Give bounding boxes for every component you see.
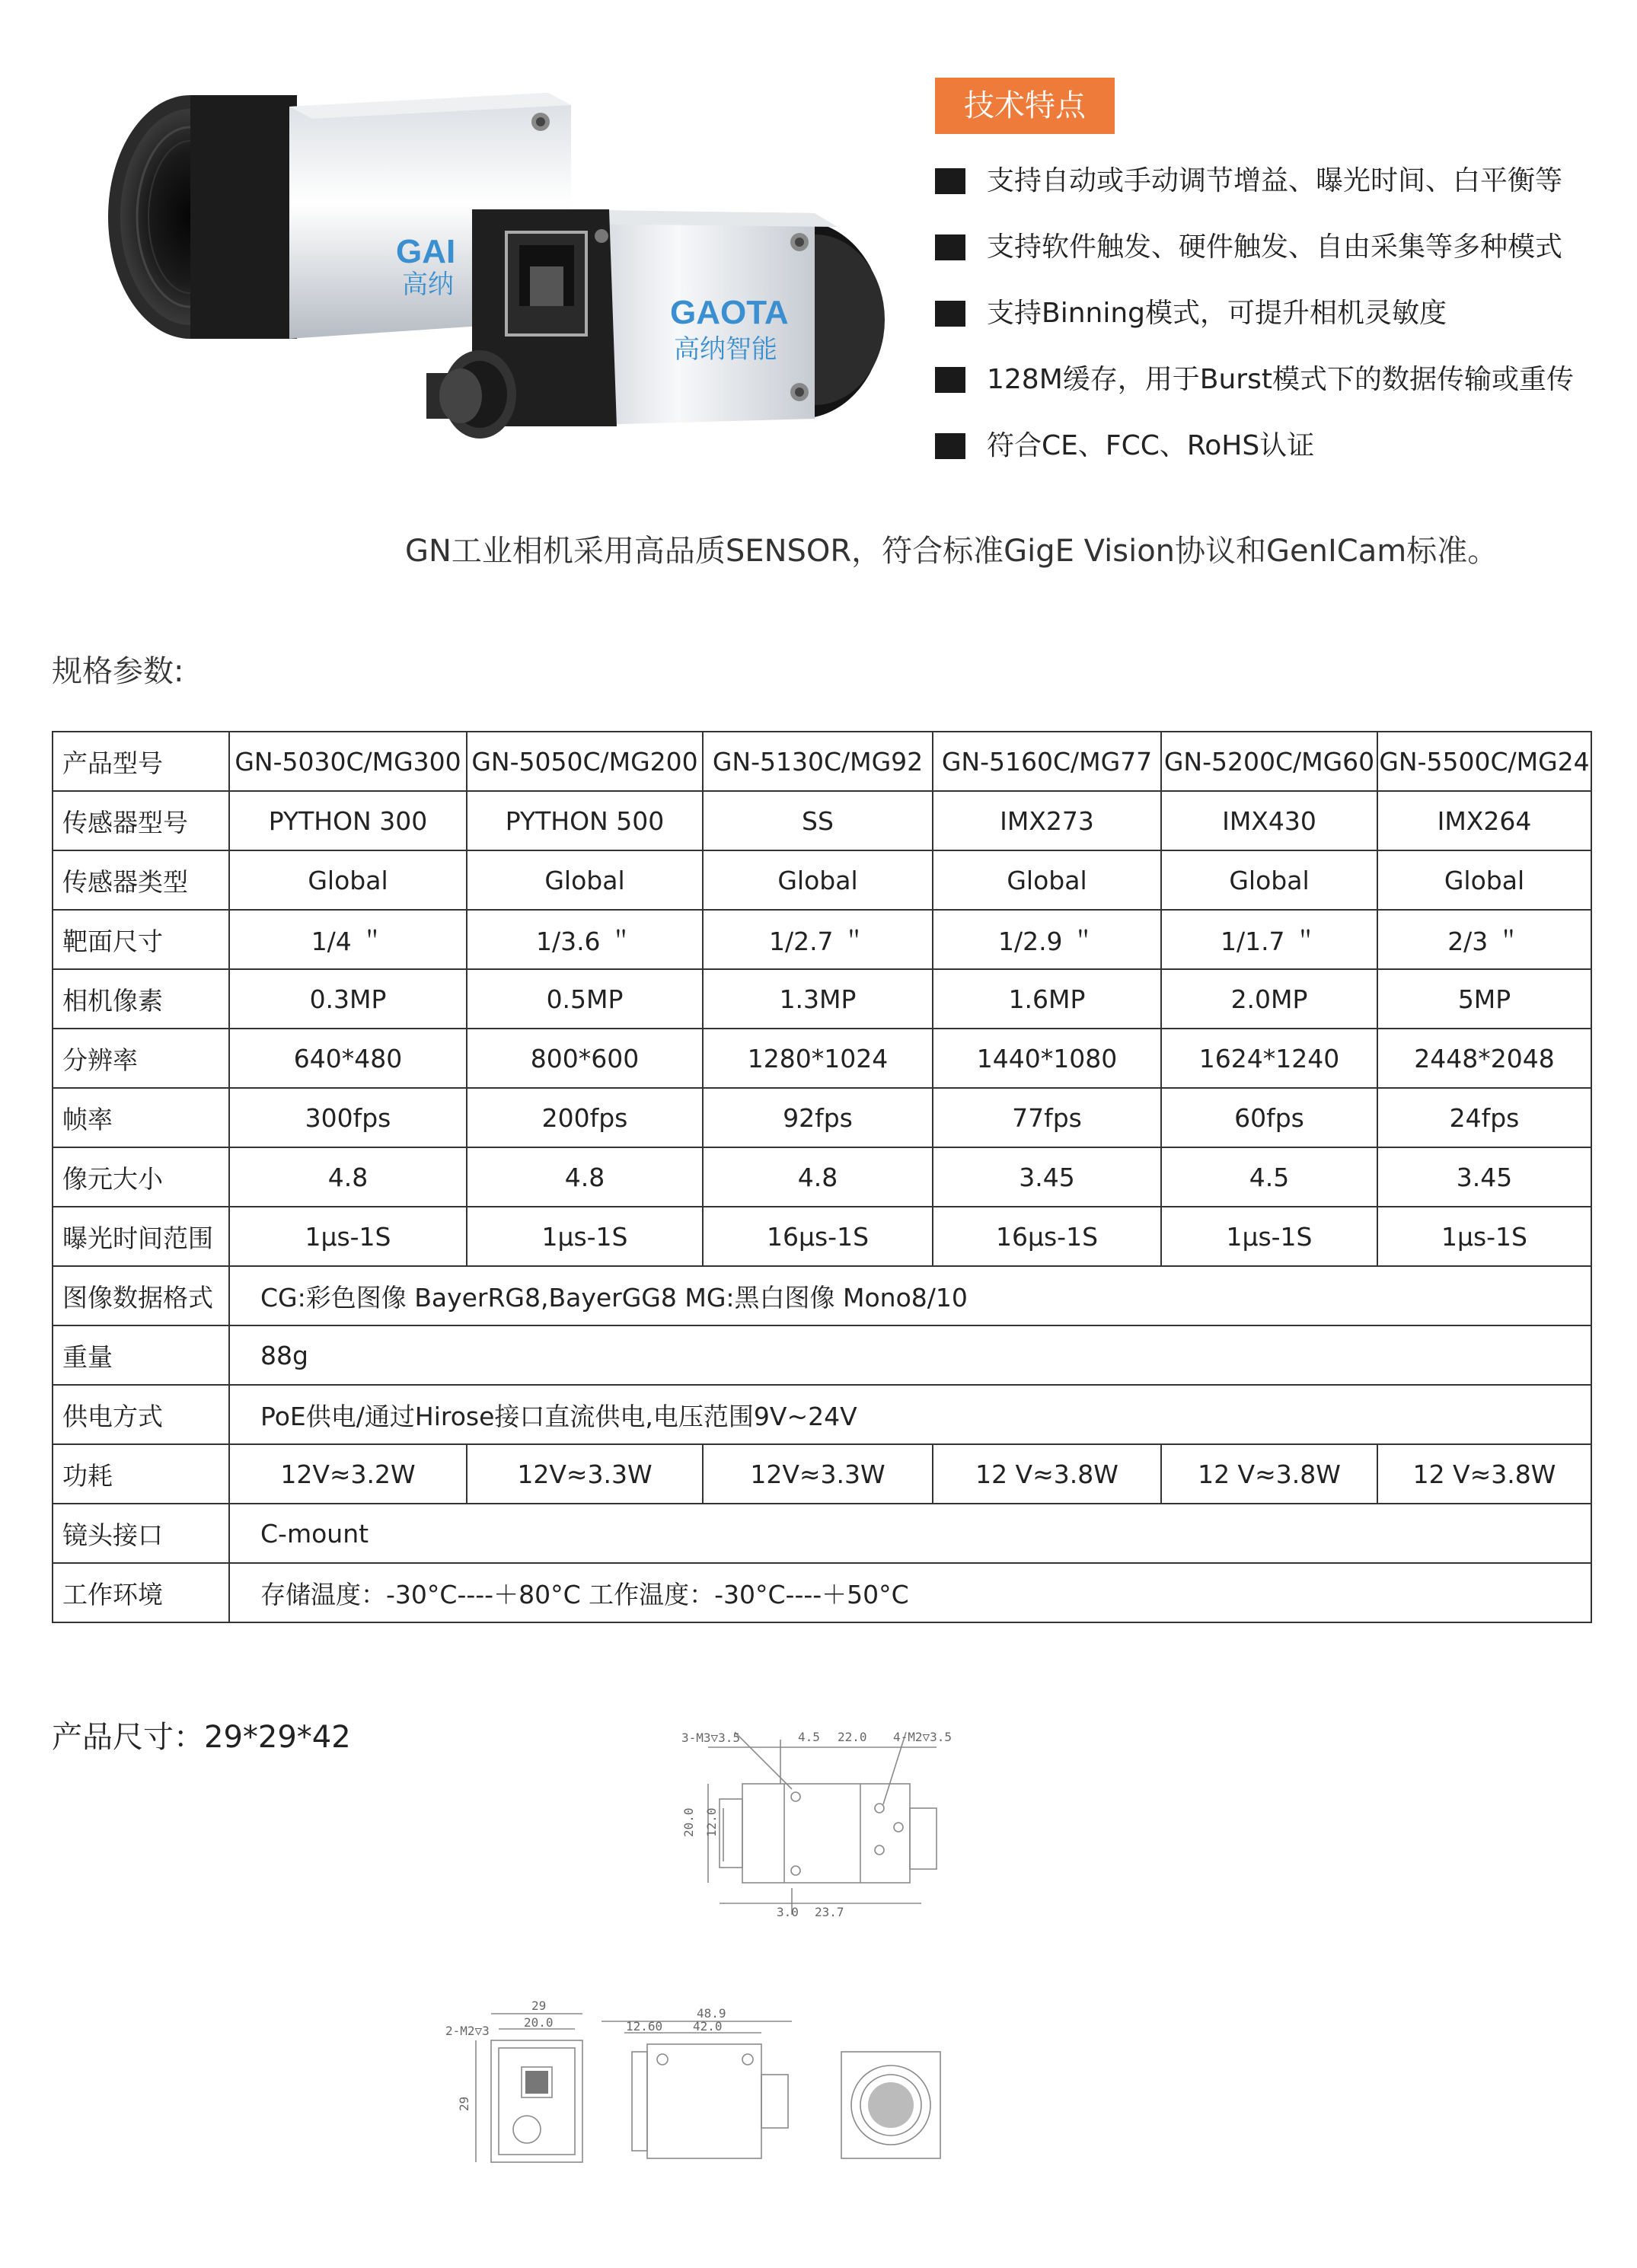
table-cell: 24fps	[1377, 1088, 1591, 1147]
svg-text:4.5: 4.5	[798, 1730, 820, 1744]
back-camera-logo: GAI	[396, 233, 456, 270]
table-cell: 4.8	[229, 1147, 467, 1207]
svg-text:4-M2▽3.5: 4-M2▽3.5	[893, 1730, 953, 1744]
svg-text:23.7: 23.7	[815, 1905, 844, 1919]
table-cell: C-mount	[229, 1504, 1591, 1563]
svg-text:22.0: 22.0	[838, 1730, 867, 1744]
row-label: 曝光时间范围	[53, 1207, 229, 1266]
svg-text:12.60: 12.60	[626, 2019, 663, 2034]
front-camera-cn-logo: 高纳智能	[674, 334, 777, 365]
table-cell: 1440*1080	[933, 1029, 1161, 1088]
table-cell: 3.45	[933, 1147, 1161, 1207]
table-cell: 200fps	[467, 1088, 703, 1147]
table-row	[53, 969, 1591, 1029]
row-label: 传感器型号	[53, 791, 229, 850]
svg-text:3-M3▽3.5: 3-M3▽3.5	[681, 1731, 741, 1745]
svg-text:2-M2▽3: 2-M2▽3	[445, 2024, 490, 2038]
table-cell: 2/3 ＂	[1377, 910, 1591, 969]
feature-text: 128M缓存，用于Burst模式下的数据传输或重传	[987, 364, 1574, 395]
svg-text:42.0: 42.0	[693, 2019, 723, 2034]
table-cell: PoE供电/通过Hirose接口直流供电,电压范围9V~24V	[229, 1385, 1591, 1444]
row-label: 工作环境	[53, 1563, 229, 1622]
table-cell: 4.8	[467, 1147, 703, 1207]
table-cell: 1624*1240	[1161, 1029, 1377, 1088]
table-cell: 4.5	[1161, 1147, 1377, 1207]
table-row	[53, 1207, 1591, 1266]
table-cell: PYTHON 500	[467, 791, 703, 850]
bullet-square-icon	[935, 168, 965, 194]
row-label: 镜头接口	[53, 1504, 229, 1563]
table-cell: 300fps	[229, 1088, 467, 1147]
table-cell: 2448*2048	[1377, 1029, 1591, 1088]
table-cell: IMX430	[1161, 791, 1377, 850]
table-cell: GN-5160C/MG77	[933, 732, 1161, 791]
feature-item	[935, 294, 1574, 360]
product-size-label: 产品尺寸：29*29*42	[52, 1720, 351, 1755]
table-cell: Global	[703, 850, 933, 910]
table-cell: 12 V≈3.8W	[933, 1444, 1161, 1504]
camera-product-photo	[84, 46, 906, 472]
spec-heading: 规格参数:	[52, 654, 184, 689]
features-title: 技术特点	[935, 78, 1115, 134]
feature-item	[935, 360, 1574, 426]
table-cell: 800*600	[467, 1029, 703, 1088]
table-row	[53, 1088, 1591, 1147]
table-cell: SS	[703, 791, 933, 850]
row-label: 传感器类型	[53, 850, 229, 910]
table-cell: 88g	[229, 1325, 1591, 1385]
table-cell: 0.5MP	[467, 969, 703, 1029]
table-cell: 12 V≈3.8W	[1377, 1444, 1591, 1504]
table-cell: 60fps	[1161, 1088, 1377, 1147]
feature-item	[935, 228, 1574, 294]
svg-text:3.0: 3.0	[777, 1905, 799, 1919]
table-cell: 1/1.7 ＂	[1161, 910, 1377, 969]
bullet-square-icon	[935, 301, 965, 327]
row-label: 像元大小	[53, 1147, 229, 1207]
table-cell: Global	[933, 850, 1161, 910]
table-cell: 1μs-1S	[1161, 1207, 1377, 1266]
table-cell: 640*480	[229, 1029, 467, 1088]
dimension-drawings	[434, 1694, 1241, 2242]
feature-text: 支持软件触发、硬件触发、自由采集等多种模式	[987, 231, 1563, 263]
spec-table-body	[53, 732, 1591, 1622]
row-label: 供电方式	[53, 1385, 229, 1444]
table-cell: GN-5200C/MG60	[1161, 732, 1377, 791]
table-cell: 1.3MP	[703, 969, 933, 1029]
table-cell: 12V≈3.3W	[703, 1444, 933, 1504]
row-label: 相机像素	[53, 969, 229, 1029]
row-label: 分辨率	[53, 1029, 229, 1088]
table-cell: 1μs-1S	[229, 1207, 467, 1266]
table-cell: 92fps	[703, 1088, 933, 1147]
table-cell: 16μs-1S	[933, 1207, 1161, 1266]
table-row	[53, 850, 1591, 910]
bullet-square-icon	[935, 234, 965, 260]
table-row	[53, 791, 1591, 850]
feature-text: 支持Binning模式，可提升相机灵敏度	[987, 298, 1447, 329]
table-row	[53, 1563, 1591, 1622]
table-cell: GN-5500C/MG24	[1377, 732, 1591, 791]
table-cell: 1/2.7 ＂	[703, 910, 933, 969]
row-label: 产品型号	[53, 732, 229, 791]
dimension-labels	[445, 1730, 952, 2111]
table-cell: Global	[467, 850, 703, 910]
svg-text:20.0: 20.0	[524, 2015, 554, 2030]
back-camera-cn-logo: 高纳	[402, 270, 454, 300]
svg-text:20.0: 20.0	[681, 1807, 696, 1837]
table-cell: 1μs-1S	[1377, 1207, 1591, 1266]
table-cell: GN-5030C/MG300	[229, 732, 467, 791]
table-cell: 1μs-1S	[467, 1207, 703, 1266]
row-label: 靶面尺寸	[53, 910, 229, 969]
table-row	[53, 1029, 1591, 1088]
table-cell: 12 V≈3.8W	[1161, 1444, 1377, 1504]
feature-item	[935, 426, 1574, 493]
table-cell: 2.0MP	[1161, 969, 1377, 1029]
bullet-square-icon	[935, 433, 965, 459]
svg-text:48.9: 48.9	[697, 2006, 726, 2021]
table-cell: 12V≈3.3W	[467, 1444, 703, 1504]
table-cell: 1/3.6 ＂	[467, 910, 703, 969]
features-list	[935, 161, 1574, 493]
table-cell: GN-5130C/MG92	[703, 732, 933, 791]
table-cell: Global	[1377, 850, 1591, 910]
table-cell: IMX264	[1377, 791, 1591, 850]
table-row	[53, 1444, 1591, 1504]
table-row	[53, 732, 1591, 791]
intro-text: GN工业相机采用高品质SENSOR，符合标准GigE Vision协议和GenICam标准。	[405, 534, 1498, 569]
table-cell: GN-5050C/MG200	[467, 732, 703, 791]
spec-table	[52, 731, 1592, 1623]
table-cell: Global	[229, 850, 467, 910]
table-cell: 0.3MP	[229, 969, 467, 1029]
front-camera-logo: GAOTA	[670, 294, 789, 331]
table-row	[53, 910, 1591, 969]
feature-text: 支持自动或手动调节增益、曝光时间、白平衡等	[987, 165, 1563, 196]
svg-text:29: 29	[457, 2096, 471, 2111]
bullet-square-icon	[935, 367, 965, 393]
table-cell: IMX273	[933, 791, 1161, 850]
table-cell: 16μs-1S	[703, 1207, 933, 1266]
table-cell: 77fps	[933, 1088, 1161, 1147]
table-row	[53, 1385, 1591, 1444]
feature-text: 符合CE、FCC、RoHS认证	[987, 430, 1315, 461]
table-cell: 1.6MP	[933, 969, 1161, 1029]
table-row	[53, 1147, 1591, 1207]
row-label: 帧率	[53, 1088, 229, 1147]
table-cell: PYTHON 300	[229, 791, 467, 850]
table-cell: 1280*1024	[703, 1029, 933, 1088]
table-cell: Global	[1161, 850, 1377, 910]
row-label: 重量	[53, 1325, 229, 1385]
table-row	[53, 1325, 1591, 1385]
table-cell: 3.45	[1377, 1147, 1591, 1207]
table-cell: 4.8	[703, 1147, 933, 1207]
row-label: 功耗	[53, 1444, 229, 1504]
feature-item	[935, 161, 1574, 228]
table-cell: 1/4 ＂	[229, 910, 467, 969]
table-row	[53, 1266, 1591, 1325]
row-label: 图像数据格式	[53, 1266, 229, 1325]
table-row	[53, 1504, 1591, 1563]
svg-text:12.0: 12.0	[704, 1807, 719, 1837]
table-cell: 12V≈3.2W	[229, 1444, 467, 1504]
table-cell: 1/2.9 ＂	[933, 910, 1161, 969]
svg-text:29: 29	[531, 1998, 547, 2013]
table-cell: 5MP	[1377, 969, 1591, 1029]
table-cell: 存储温度：-30°C----＋80°C 工作温度：-30°C----＋50°C	[229, 1563, 1591, 1622]
table-cell: CG:彩色图像 BayerRG8,BayerGG8 MG:黑白图像 Mono8/10	[229, 1266, 1591, 1325]
